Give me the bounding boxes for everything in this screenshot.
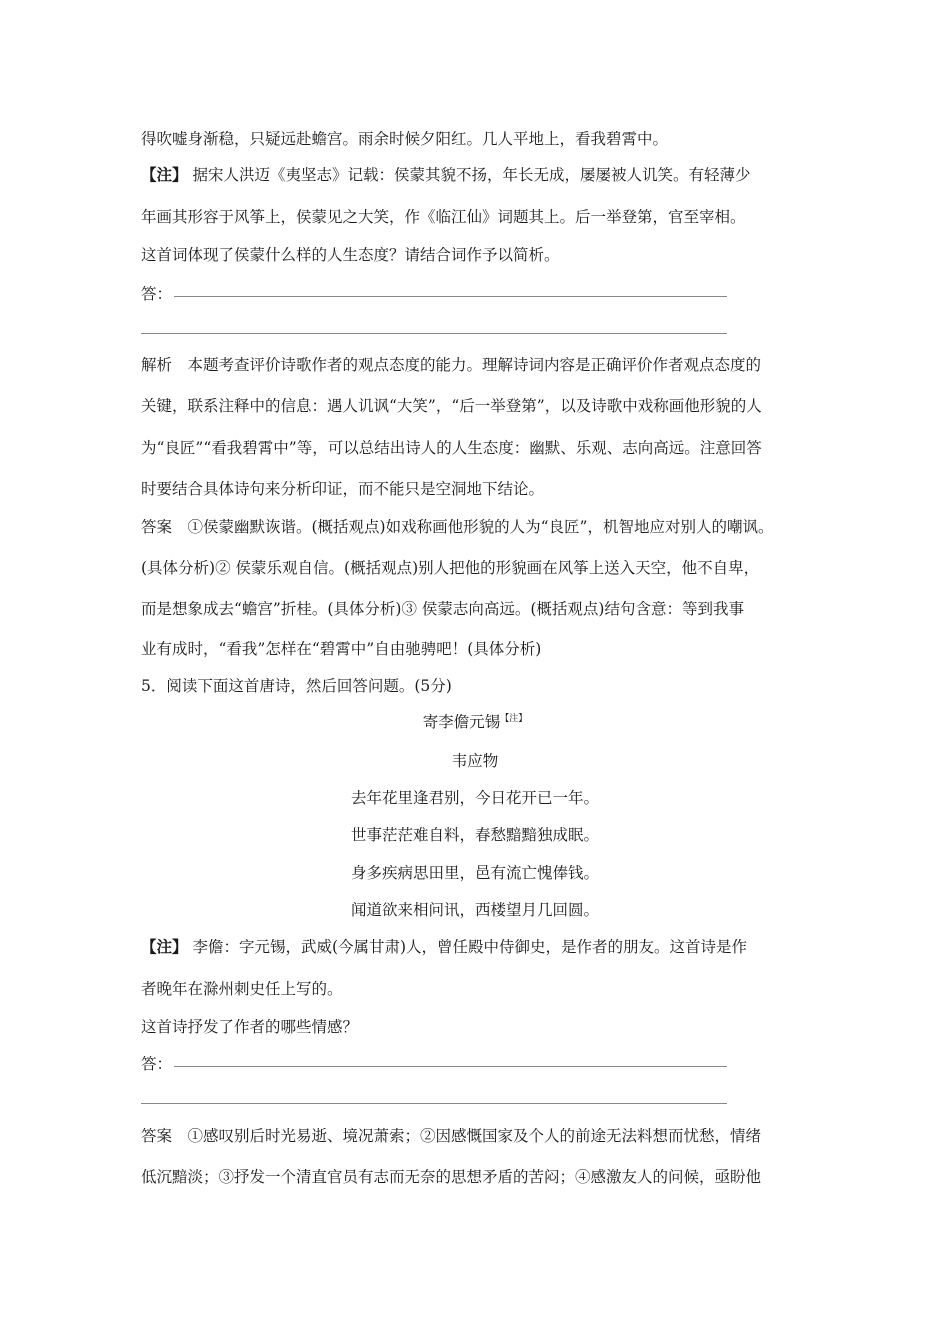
q5-answer-blank-line-2[interactable] (141, 1103, 727, 1104)
note-line-2: 年画其形容于风筝上，侯蒙见之大笑，作《临江仙》词题其上。后一举登第，官至宰相。 (141, 208, 746, 226)
poem-title-note-mark: 【注】 (500, 714, 528, 724)
q5-note-text-1: 李儋：字元锡，武威(今属甘肃)人，曾任殿中侍御史，是作者的朋友。这首诗是作 (187, 938, 748, 956)
analysis-line-3: 为“良匠”“看我碧霄中”等，可以总结出诗人的人生态度：幽默、乐观、志向高远。注意回答 (141, 439, 762, 457)
poem-title (0, 710, 950, 732)
q5-answer-prompt: 答： (141, 1055, 173, 1073)
answer-line-2: (具体分析)② 侯蒙乐观自信。(概括观点)别人把他的形貌画在风筝上送入天空，他不自卑， (141, 559, 760, 577)
poem-title-text: 寄李儋元锡 (422, 713, 501, 731)
q5-note-tag: 【注】 (141, 937, 188, 956)
q5-note-line-1 (141, 935, 747, 957)
analysis-line-2: 关键，联系注释中的信息：遇人讥讽“大笑”，“后一举登第”，以及诗歌中戏称画他形貌的人 (141, 397, 762, 415)
question-text: 这首词体现了侯蒙什么样的人生态度？请结合词作予以简析。 (141, 246, 560, 264)
poem-tail-line: 得吹嘘身渐稳，只疑远赴蟾宫。雨余时候夕阳红。几人平地上，看我碧霄中。 (141, 130, 669, 148)
question-5-heading: 5．阅读下面这首唐诗，然后回答问题。(5分) (141, 677, 452, 695)
answer-line-3: 而是想象成去“蟾宫”折桂。(具体分析)③ 侯蒙志向高远。(概括观点)结句含意：等到我事 (141, 600, 744, 618)
q5-answer-line-2: 低沉黯淡；③抒发一个清直官员有志而无奈的思想矛盾的苦闷；④感激友人的问候，亟盼他 (141, 1168, 762, 1186)
analysis-line-4: 时要结合具体诗句来分析印证，而不能只是空洞地下结论。 (141, 480, 545, 498)
q5-note-line-2: 者晚年在滁州刺史任上写的。 (141, 980, 343, 998)
note-line-1 (141, 163, 750, 185)
answer-line-4: 业有成时，“看我”怎样在“碧霄中”自由驰骋吧！(具体分析) (141, 640, 542, 658)
answer-prompt: 答： (141, 285, 173, 303)
poem-author: 韦应物 (451, 752, 499, 770)
poem-line-3: 身多疾病思田里，邑有流亡愧俸钱。 (350, 864, 599, 882)
answer-blank-line-2[interactable] (141, 333, 727, 334)
poem-line-1: 去年花里逢君别，今日花开已一年。 (350, 789, 599, 807)
poem-line-4: 闻道欲来相问讯，西楼望月几回圆。 (350, 901, 599, 919)
answer-blank-line-1[interactable] (174, 296, 727, 297)
note-text-1: 据宋人洪迈《夷坚志》记载：侯蒙其貌不扬，年长无成，屡屡被人讥笑。有轻薄少 (187, 166, 751, 184)
note-tag: 【注】 (141, 165, 188, 184)
answer-line-1: 答案 ①侯蒙幽默诙谐。(概括观点)如戏称画他形貌的人为“良匠”，机智地应对别人的嘲讽。 (141, 518, 774, 536)
q5-answer-blank-line-1[interactable] (174, 1066, 727, 1067)
q5-question-text: 这首诗抒发了作者的哪些情感？ (141, 1018, 359, 1036)
analysis-line-1: 解析 本题考查评价诗歌作者的观点态度的能力。理解诗词内容是正确评价作者观点态度的 (141, 356, 762, 374)
poem-line-2: 世事茫茫难自料，春愁黯黯独成眠。 (350, 826, 599, 844)
q5-answer-line-1: 答案 ①感叹别后时光易逝、境况萧索；②因感慨国家及个人的前途无法料想而忧愁，情绪 (141, 1127, 762, 1145)
